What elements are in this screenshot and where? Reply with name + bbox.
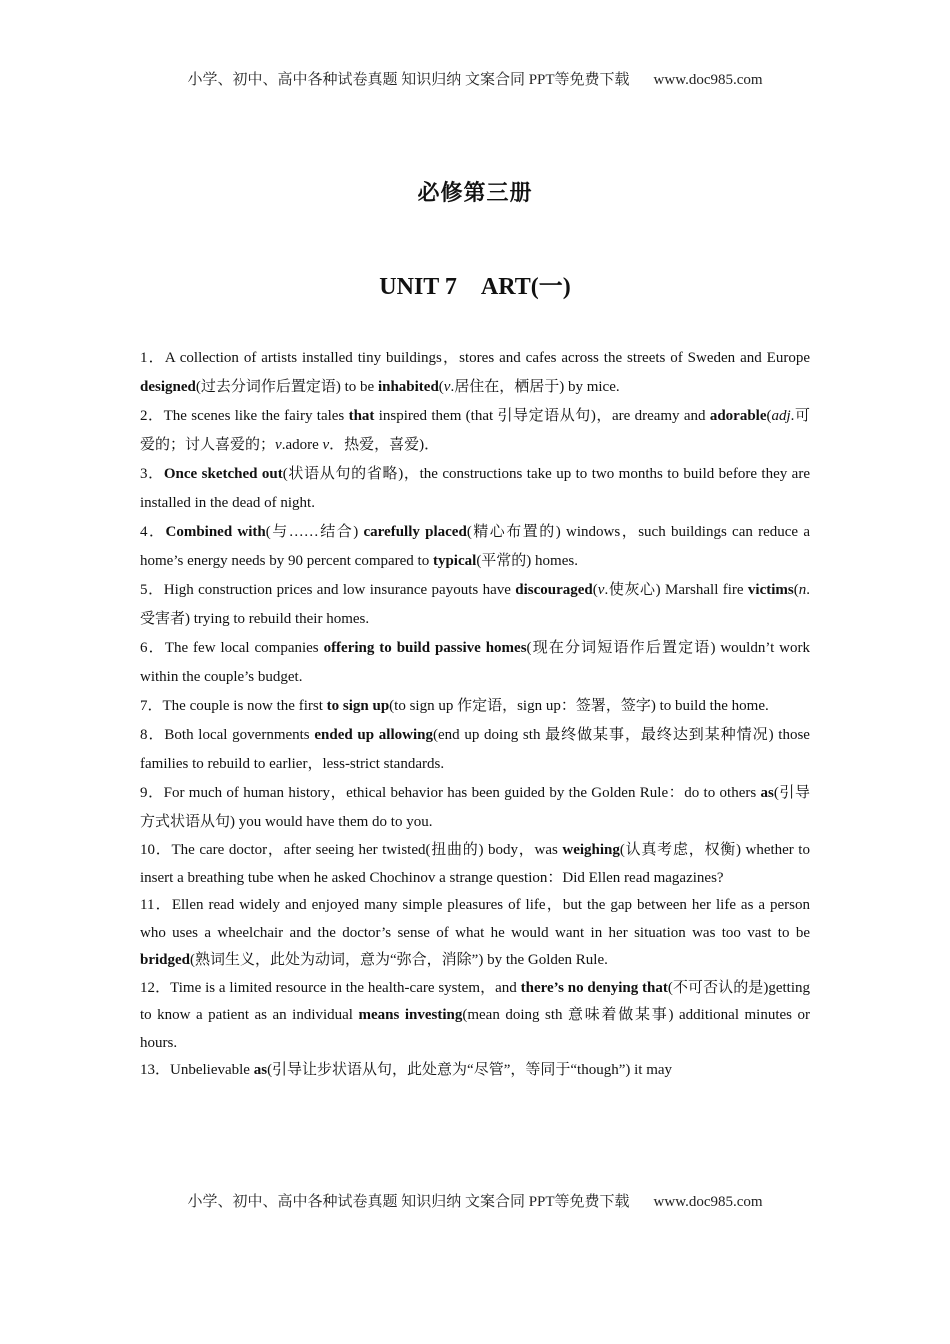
text-segment: .adore (281, 437, 323, 453)
text-segment: (引导让步状语从句，此处意为“尽管”，等同于“though”) it may (267, 1062, 673, 1078)
page-header (0, 68, 950, 89)
unit-name: ART(一) (480, 274, 571, 300)
key-phrase: offering to build passive homes (323, 640, 527, 656)
text-segment: 1．A collection of artists installed tiny buildings，stores and cafes across the streets of Sweden and Europe (140, 350, 810, 366)
text-segment: 5．High construction prices and low insurance payouts have (140, 582, 516, 598)
key-phrase: victims (747, 582, 794, 598)
key-phrase: that (348, 408, 375, 424)
text-segment: 9．For much of human history，ethical behavior has been guided by the Golden Rule：do to others (140, 785, 761, 801)
key-phrase: Once sketched out (163, 466, 283, 482)
text-segment: .居住在，栖居于) by mice. (450, 379, 620, 395)
list-item (140, 1057, 810, 1085)
key-phrase: adorable (709, 408, 767, 424)
list-item (140, 518, 810, 576)
key-phrase: designed (140, 379, 196, 395)
text-segment: (to sign up 作定语，sign up：签署，签字) to build the home. (389, 698, 769, 714)
part-of-speech: adj (771, 408, 791, 424)
text-segment: inspired them (that 引导定语从句)，are dreamy and (374, 408, 710, 424)
text-segment: (end up doing sth 最终做某事，最终达到某种情况) those families to rebuild to earlier，less-strict standards. (140, 727, 810, 772)
key-phrase: weighing (562, 842, 620, 858)
text-segment: ( (592, 582, 598, 598)
text-segment: (熟词生义，此处为动词，意为“弥合，消除”) by the Golden Rule. (190, 952, 608, 968)
key-phrase: bridged (140, 952, 191, 968)
text-segment: (引导方式状语从句) you would have them do to you. (140, 785, 810, 830)
text-segment: 8．Both local governments (140, 727, 315, 743)
list-item (140, 634, 810, 692)
part-of-speech: n (798, 582, 807, 598)
text-segment: 2．The scenes like the fairy tales (140, 408, 349, 424)
text-segment: 10．The care doctor，after seeing her twisted(扭曲的) body，was (140, 842, 563, 858)
list-item (140, 721, 810, 779)
key-phrase: typical (432, 553, 477, 569)
key-phrase: as (253, 1062, 268, 1078)
list-item (140, 892, 810, 975)
unit-number: UNIT 7 (379, 274, 457, 300)
text-segment: 7．The couple is now the first (140, 698, 327, 714)
part-of-speech: v (597, 582, 605, 598)
key-phrase: means investing (358, 1007, 463, 1023)
text-segment: (mean doing sth 意味着做某事) additional minutes or hours. (140, 1007, 811, 1051)
text-segment: (不可否认的是)getting to know a patient as an individual (140, 979, 811, 1023)
list-item (140, 460, 810, 518)
text-segment: (现在分词短语作后置定语) wouldn’t work within the couple’s budget. (140, 640, 810, 685)
sentence-list (140, 344, 810, 1085)
text-segment: 4． (140, 524, 166, 540)
text-segment: 11．Ellen read widely and enjoyed many simple pleasures of life，but the gap between her life as a person who uses a wheelchair and the doctor’s sense of what he would want in her situation was too vast to be (140, 897, 810, 941)
list-item (140, 402, 810, 460)
text-segment: (与……结合) (265, 524, 364, 540)
list-item (140, 975, 810, 1058)
list-item (140, 779, 810, 837)
key-phrase: ended up allowing (314, 727, 433, 743)
list-item (140, 692, 810, 721)
text-segment: 3． (140, 466, 164, 482)
unit-title (0, 266, 950, 301)
key-phrase: carefully placed (363, 524, 467, 540)
header-text: 小学、初中、高中各种试卷真题 知识归纳 文案合同 PPT等免费下载 (187, 72, 630, 88)
text-segment: .可爱的；讨人喜爱的； (140, 408, 810, 453)
key-phrase: Combined with (165, 524, 266, 540)
key-phrase: discouraged (515, 582, 593, 598)
text-segment: ( (793, 582, 799, 598)
list-item (140, 344, 810, 402)
page-footer (0, 1190, 950, 1211)
text-segment: ．热爱，喜爱)． (329, 437, 440, 453)
key-phrase: as (760, 785, 774, 801)
text-segment: 12．Time is a limited resource in the health-care system，and (140, 979, 521, 996)
part-of-speech: v (275, 437, 282, 453)
text-segment: (状语从句的省略)，the constructions take up to two months to build before they are installed in the dead of night. (140, 466, 810, 511)
footer-text: 小学、初中、高中各种试卷真题 知识归纳 文案合同 PPT等免费下载 (187, 1194, 630, 1210)
part-of-speech: v (322, 437, 330, 453)
text-segment: ( (438, 379, 444, 395)
text-segment: (精心布置的) windows，such buildings can reduce a home’s energy needs by 90 percent compared to (140, 524, 810, 569)
text-segment: (认真考虑，权衡) whether to insert a breathing tube when he asked Chochinov a strange question：Did Ellen read magazines? (140, 842, 810, 886)
document-title: 必修第三册 (417, 180, 533, 205)
header-link[interactable]: www.doc985.com (653, 72, 763, 88)
list-item (140, 576, 810, 634)
text-segment: .使灰心) Marshall fire (604, 582, 748, 598)
text-segment: ( (766, 408, 772, 424)
text-segment: (平常的) homes. (476, 553, 578, 569)
text-segment: 13．Unbelievable (140, 1062, 254, 1078)
part-of-speech: v (443, 379, 451, 395)
text-segment: .受害者) trying to rebuild their homes. (140, 582, 810, 627)
footer-link[interactable]: www.doc985.com (653, 1194, 763, 1210)
key-phrase: to sign up (326, 698, 390, 714)
list-item (140, 837, 810, 892)
text-segment: 6．The few local companies (140, 640, 324, 656)
key-phrase: inhabited (377, 379, 439, 395)
key-phrase: there’s no denying that (520, 979, 668, 996)
text-segment: (过去分词作后置定语) to be (195, 379, 378, 395)
